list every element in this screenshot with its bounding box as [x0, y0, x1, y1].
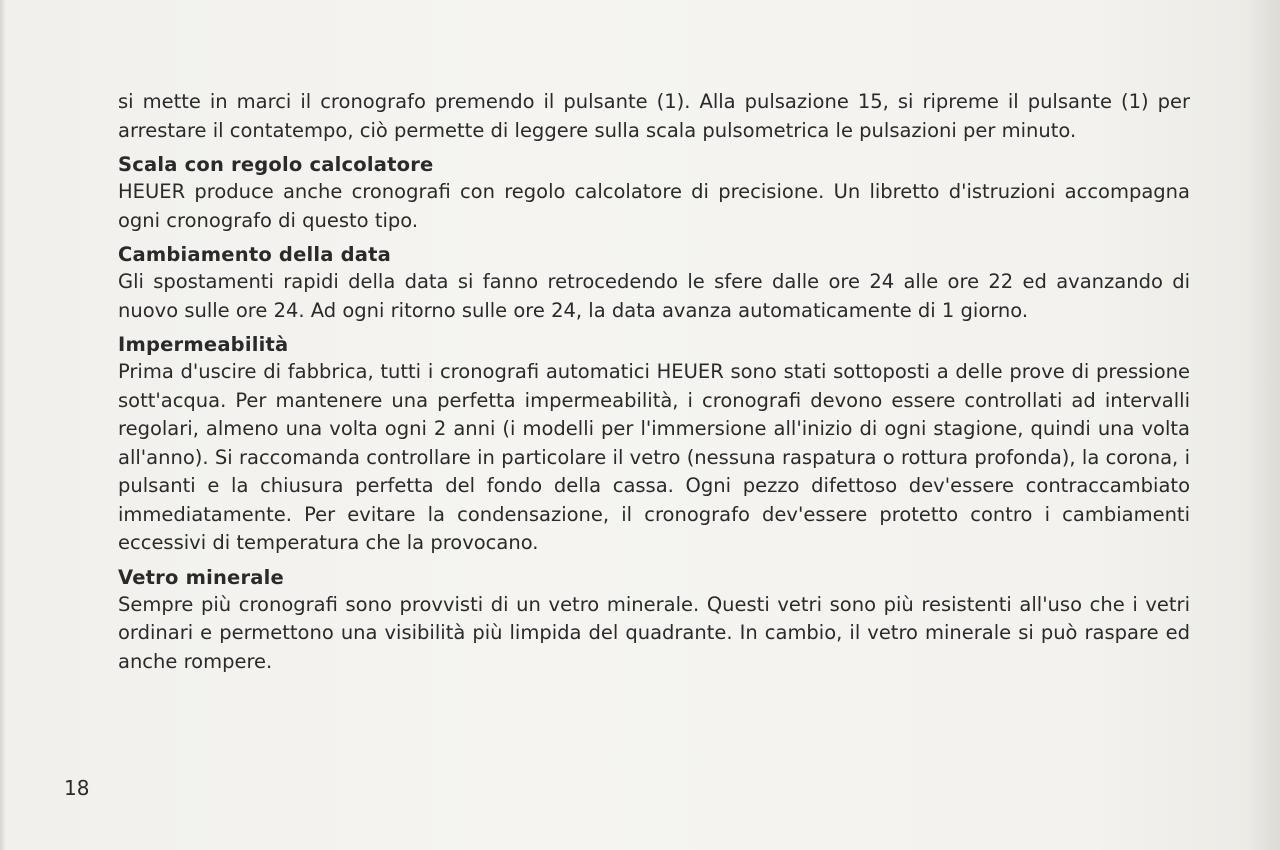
intro-paragraph: si mette in marci il cronografo premendo il pulsante (1). Alla pulsazione 15, si ripreme il pulsante (1) per arrestare il contatempo, ciò permette di leggere sulla scala pulsometrica le pulsazioni per minuto.	[118, 90, 1190, 142]
section-paragraph-scala: HEUER produce anche cronografi con regolo calcolatore di precisione. Un libretto d'istruzioni accompagna ogni cronografo di questo tipo.	[118, 180, 1190, 232]
section-paragraph-impermeabilita: Prima d'uscire di fabbrica, tutti i cronografi automatici HEUER sono stati sottoposti a delle prove di pressione sott'acqua. Per mantenere una perfetta impermeabilità, i cronografi devono essere controllati ad intervalli regolari, almeno una volta ogni 2 anni (i modelli per l'immersione all'inizio di ogni stagione, quindi una volta all'anno). Si raccomanda controllare in particolare il vetro (nessuna raspatura o rottura profonda), la corona, i pulsanti e la chiusura perfetta del fondo della cassa. Ogni pezzo difettoso dev'essere contraccambiato immediatamente. Per evitare la condensazione, il cronografo dev'essere protetto contro i cambiamenti eccessivi di temperatura che la provocano.	[118, 360, 1190, 554]
section-paragraph-vetro: Sempre più cronografi sono provvisti di un vetro minerale. Questi vetri sono più resistenti all'uso che i vetri ordinari e permettono una visibilità più limpida del quadrante. In cambio, il vetro minerale si può raspare ed anche rompere.	[118, 592, 1190, 673]
page-left-edge-shadow	[0, 0, 6, 850]
document-body	[118, 88, 1190, 676]
section-heading-scala: Scala con regolo calcolatore	[118, 153, 434, 176]
page-number: 18	[64, 776, 90, 800]
section-heading-impermeabilita: Impermeabilità	[118, 333, 289, 356]
section-heading-vetro: Vetro minerale	[118, 565, 284, 589]
page-right-edge-shadow	[1246, 0, 1280, 850]
section-heading-cambiamento: Cambiamento della data	[118, 243, 392, 266]
section-paragraph-cambiamento: Gli spostamenti rapidi della data si fanno retrocedendo le sfere dalle ore 24 alle ore 22 ed avanzando di nuovo sulle ore 24. Ad ogni ritorno sulle ore 24, la data avanza automaticamente di 1 giorno.	[118, 270, 1190, 322]
